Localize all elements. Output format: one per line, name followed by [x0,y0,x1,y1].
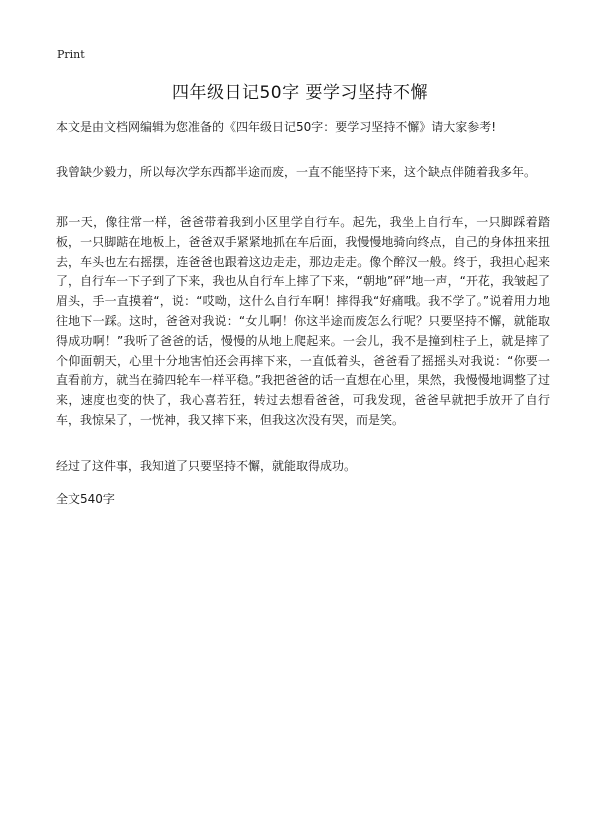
print-label[interactable]: Print [57,48,85,61]
intro-paragraph: 本文是由文档网编辑为您准备的《四年级日记50字：要学习坚持不懈》请大家参考! [56,120,497,134]
word-count-label: 全文540字 [56,492,115,506]
document-title: 四年级日记50字 要学习坚持不懈 [171,83,429,103]
body-paragraph-3: 经过了这件事，我知道了只要坚持不懈，就能取得成功。 [56,459,357,473]
body-paragraph-1: 我曾缺少毅力，所以每次学东西都半途而废，一直不能坚持下来，这个缺点伴随着我多年。 [56,165,537,179]
body-paragraph-2: 那一天，像往常一样，爸爸带着我到小区里学自行车。起先，我坐上自行车，一只脚踩着踏板，一只脚踮在地板上，爸爸双手紧紧地抓在车后面，我慢慢地骑向终点，自己的身体扭来扭去，车头也左右摇摆，连爸爸也跟着这边走走，那边走走。像个醉汉一般。终于，我担心起来了，自行车一下子到了下来，我也从自行车上摔了下来，“朝地”砰”地一声，“开花，我皱起了眉头，手一直摸着“，说：“哎呦，这什么自行车啊！摔得我“好痛哦。我不学了。”说着用力地往地下一踩。这时，爸爸对我说：“女儿啊！你这半途而废怎么行呢？只要坚持不懈，就能取得成功啊！”我听了爸爸的话，慢慢的从地上爬起来。一会儿，我不是撞到柱子上，就是摔了个仰面朝天，心里十分地害怕还会再摔下来，一直低着头，爸爸看了摇摇头对我说：“你要一直看前方，就当在骑四轮车一样平稳。”我把爸爸的话一直想在心里，果然，我慢慢地调整了过来，速度也变的快了，我心喜若狂，转过去想看爸爸，可我发现，爸爸早就把手放开了自行车，我惊呆了，一恍神，我又摔下来，但我这次没有哭，而是笑。 [56,215,550,427]
